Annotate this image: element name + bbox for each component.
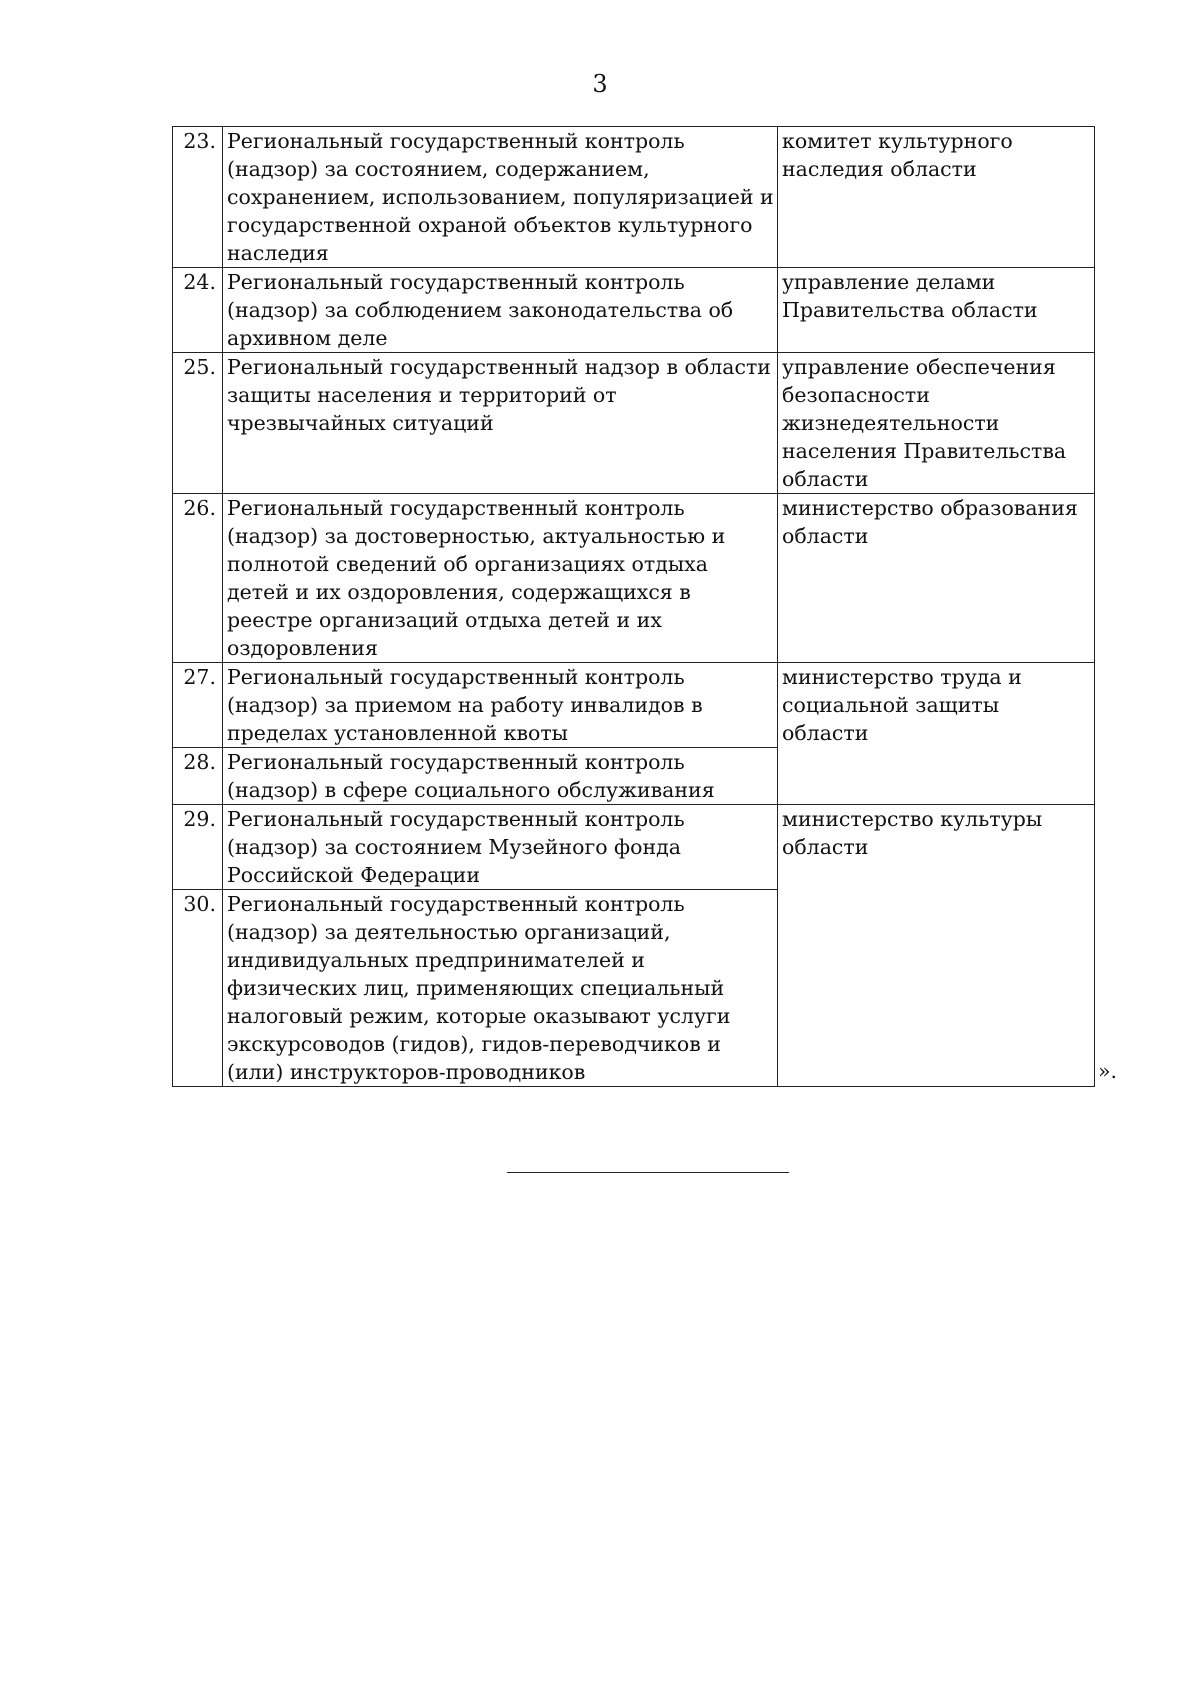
table-row xyxy=(173,127,1095,268)
control-authorities-table xyxy=(172,126,1095,1087)
table-row xyxy=(173,663,1095,748)
authority-name: министерство культуры области xyxy=(778,805,1095,1087)
authority-name: комитет культурного наследия области xyxy=(778,127,1095,268)
page-number: 3 xyxy=(592,70,608,98)
control-description: Региональный государственный контроль (надзор) за приемом на работу инвалидов в пределах установленной квоты xyxy=(223,663,778,748)
authority-name: министерство образования области xyxy=(778,494,1095,663)
control-description: Региональный государственный контроль (надзор) за достоверностью, актуальностью и полнотой сведений об организациях отдыха детей и их оздоровления, содержащихся в реестре организаций отдыха детей и их оздоровления xyxy=(223,494,778,663)
closing-quote-mark: ». xyxy=(1098,1059,1118,1083)
row-number: 25. xyxy=(173,353,223,494)
row-number: 30. xyxy=(173,890,223,1087)
row-number: 27. xyxy=(173,663,223,748)
table-row xyxy=(173,805,1095,890)
table-row xyxy=(173,353,1095,494)
control-description: Региональный государственный контроль (надзор) за деятельностью организаций, индивидуальных предпринимателей и физических лиц, применяющих специальный налоговый режим, которые оказывают услуги экскурсоводов (гидов), гидов-переводчиков и (или) инструкторов-проводников xyxy=(223,890,778,1087)
control-description: Региональный государственный контроль (надзор) за состоянием, содержанием, сохранением, использованием, популяризацией и государственной охраной объектов культурного наследия xyxy=(223,127,778,268)
table-row xyxy=(173,268,1095,353)
authority-name: управление обеспечения безопасности жизнедеятельности населения Правительства области xyxy=(778,353,1095,494)
authority-name: управление делами Правительства области xyxy=(778,268,1095,353)
row-number: 28. xyxy=(173,748,223,805)
control-description: Региональный государственный контроль (надзор) в сфере социального обслуживания xyxy=(223,748,778,805)
control-description: Региональный государственный надзор в области защиты населения и территорий от чрезвычайных ситуаций xyxy=(223,353,778,494)
row-number: 29. xyxy=(173,805,223,890)
row-number: 24. xyxy=(173,268,223,353)
control-description: Региональный государственный контроль (надзор) за состоянием Музейного фонда Российской Федерации xyxy=(223,805,778,890)
end-separator-line xyxy=(507,1172,789,1173)
row-number: 23. xyxy=(173,127,223,268)
row-number: 26. xyxy=(173,494,223,663)
table-row xyxy=(173,494,1095,663)
control-description: Региональный государственный контроль (надзор) за соблюдением законодательства об архивном деле xyxy=(223,268,778,353)
authority-name: министерство труда и социальной защиты области xyxy=(778,663,1095,805)
